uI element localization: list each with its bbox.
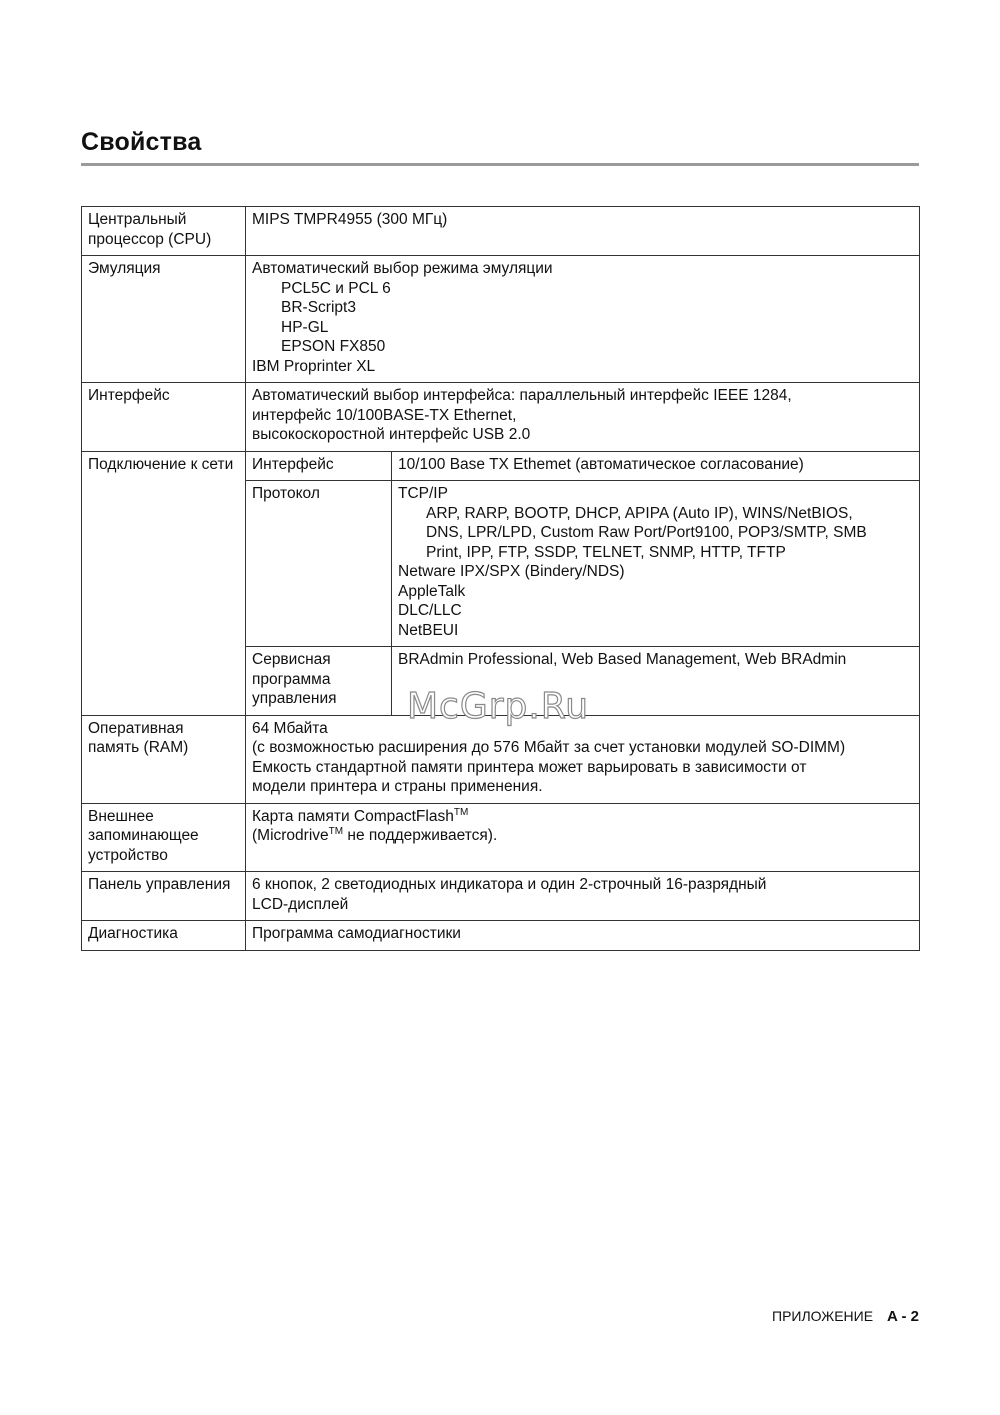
ram-value: [246, 715, 920, 803]
emulation-line: EPSON FX850: [281, 338, 386, 355]
ram-line: (с возможностью расширения до 576 Мбайт за счет установки модулей SO-DIMM): [252, 739, 846, 756]
cpu-value: MIPS TMPR4955 (300 МГц): [246, 207, 920, 256]
protocol-line: TCP/IP: [398, 485, 448, 502]
ram-line: 64 Мбайта: [252, 719, 328, 737]
table-row-storage: [82, 803, 920, 872]
network-protocol-label: Протокол: [246, 481, 392, 647]
storage-line: Карта памяти CompactFlash™: [252, 806, 469, 825]
table-row-diagnostics: [82, 921, 920, 951]
network-protocol-value: [392, 481, 920, 647]
protocol-line: Netware IPX/SPX (Bindery/NDS): [398, 563, 625, 580]
diagnostics-value: Программа самодиагностики: [246, 921, 920, 951]
table-row-panel: [82, 872, 920, 921]
interface-line: Автоматический выбор интерфейса: параллельный интерфейс IEEE 1284,: [252, 387, 792, 404]
protocol-line: DNS, LPR/LPD, Custom Raw Port/Port9100, POP3/SMTP, SMB: [426, 524, 867, 541]
footer-section: ПРИЛОЖЕНИЕ: [772, 1308, 874, 1324]
network-label: Подключение к сети: [82, 451, 246, 715]
specifications-table: [81, 206, 920, 951]
emulation-value: [246, 256, 920, 383]
interface-line: высокоскоростной интерфейс USB 2.0: [252, 426, 531, 443]
panel-line: LCD-дисплей: [252, 895, 349, 913]
protocol-line: NetBEUI: [398, 621, 459, 639]
diagnostics-label: Диагностика: [82, 921, 246, 951]
emulation-line: PCL5C и PCL 6: [281, 279, 391, 297]
network-interface-label: Интерфейс: [246, 451, 392, 481]
table-row-cpu: [82, 207, 920, 256]
page-title: Свойства: [81, 128, 202, 156]
panel-value: [246, 872, 920, 921]
emulation-line: IBM Proprinter XL: [252, 357, 376, 375]
ram-label: Оперативная память (RAM): [82, 715, 246, 803]
interface-label: Интерфейс: [82, 383, 246, 452]
protocol-line: DLC/LLC: [398, 602, 462, 619]
table-row-network-interface: [82, 451, 920, 481]
emulation-line: Автоматический выбор режима эмуляции: [252, 260, 553, 277]
storage-line: (Microdrive™ не поддерживается).: [252, 826, 498, 844]
trademark-mark: TM: [328, 826, 344, 837]
protocol-line: Print, IPP, FTP, SSDP, TELNET, SNMP, HTTP, TFTP: [426, 543, 786, 561]
title-divider: [81, 163, 919, 166]
emulation-line: BR-Script3: [281, 299, 356, 316]
protocol-line: AppleTalk: [398, 582, 466, 600]
protocol-line: ARP, RARP, BOOTP, DHCP, APIPA (Auto IP), WINS/NetBIOS,: [426, 504, 853, 522]
panel-line: 6 кнопок, 2 светодиодных индикатора и один 2-строчный 16-разрядный: [252, 876, 767, 893]
network-management-value: BRAdmin Professional, Web Based Management, Web BRAdmin: [392, 647, 920, 716]
page-number: A - 2: [887, 1308, 919, 1325]
emulation-line: HP-GL: [281, 318, 329, 336]
watermark: McGrp.Ru: [407, 686, 590, 727]
table-row-interface: [82, 383, 920, 452]
table-row-ram: [82, 715, 920, 803]
table-row-emulation: [82, 256, 920, 383]
trademark-mark: TM: [453, 806, 469, 818]
storage-value: [246, 803, 920, 872]
panel-label: Панель управления: [82, 872, 246, 921]
ram-line: модели принтера и страны применения.: [252, 778, 543, 795]
network-interface-value: 10/100 Base TX Ethemet (автоматическое согласование): [392, 451, 920, 481]
page-footer: [772, 1308, 919, 1325]
emulation-label: Эмуляция: [82, 256, 246, 383]
network-management-label: Сервисная программа управления: [246, 647, 392, 716]
interface-line: интерфейс 10/100BASE-TX Ethernet,: [252, 406, 517, 424]
ram-line: Емкость стандартной памяти принтера может варьировать в зависимости от: [252, 758, 807, 776]
cpu-label: Центральный процессор (CPU): [82, 207, 246, 256]
storage-label: Внешнее запоминающее устройство: [82, 803, 246, 872]
interface-value: [246, 383, 920, 452]
